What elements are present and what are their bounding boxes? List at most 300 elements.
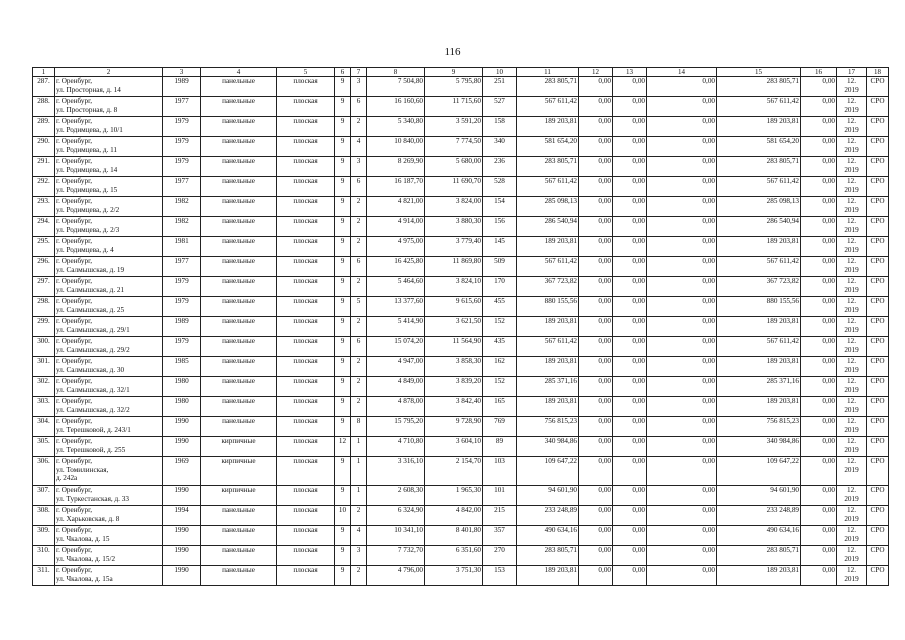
cell-row-number: 290. — [33, 137, 55, 157]
cell-living-area: 5 795,80 — [425, 77, 483, 97]
cell-line: 12. — [847, 526, 856, 535]
cell-owners-funds: 283 805,71 — [717, 77, 801, 97]
cell-wall-material: панельные — [201, 337, 277, 357]
cell-build-year: 1977 — [163, 257, 201, 277]
table-row — [33, 486, 889, 506]
cell-row-number: 295. — [33, 237, 55, 257]
table-row — [33, 217, 889, 237]
cell-owners-funds: 567 611,42 — [717, 97, 801, 117]
cell-build-year: 1990 — [163, 417, 201, 437]
cell-residents: 340 — [483, 137, 517, 157]
cell-residents: 89 — [483, 437, 517, 457]
cell-col-13: 0,00 — [613, 337, 647, 357]
cell-wall-material: кирпичные — [201, 437, 277, 457]
cell-roof-type: плоская — [277, 417, 335, 437]
cell-wall-material: кирпичные — [201, 457, 277, 486]
cell-residents: 103 — [483, 457, 517, 486]
cell-col-13: 0,00 — [613, 297, 647, 317]
column-header: 4 — [201, 68, 277, 77]
cell-address — [55, 217, 163, 237]
cell-entrances: 5 — [351, 297, 367, 317]
cell-address — [55, 457, 163, 486]
cell-col-13: 0,00 — [613, 486, 647, 506]
table-row — [33, 526, 889, 546]
cell-address — [55, 506, 163, 526]
cell-row-number: 292. — [33, 177, 55, 197]
cell-col-12: 0,00 — [579, 217, 613, 237]
cell-line: ул. Терешковой, д. 255 — [56, 445, 126, 454]
cell-owners-funds: 340 984,86 — [717, 437, 801, 457]
cell-line: 2019 — [844, 325, 859, 334]
cell-col-13: 0,00 — [613, 317, 647, 337]
cell-method: СРО — [867, 97, 889, 117]
cell-line: 12. — [847, 337, 856, 346]
cell-col-16: 0,00 — [801, 417, 837, 437]
cell-total-cost: 285 371,16 — [517, 377, 579, 397]
cell-line: г. Оренбург, — [56, 337, 93, 346]
cell-owners-funds: 756 815,23 — [717, 417, 801, 437]
cell-col-16: 0,00 — [801, 337, 837, 357]
cell-floors: 9 — [335, 397, 351, 417]
cell-line: г. Оренбург, — [56, 417, 93, 426]
cell-line: г. Оренбург, — [56, 377, 93, 386]
cell-residents: 145 — [483, 237, 517, 257]
cell-living-area: 3 824,00 — [425, 197, 483, 217]
cell-col-13: 0,00 — [613, 277, 647, 297]
cell-address — [55, 437, 163, 457]
cell-floors: 9 — [335, 157, 351, 177]
cell-residents: 165 — [483, 397, 517, 417]
cell-deadline — [837, 566, 867, 586]
cell-entrances: 8 — [351, 417, 367, 437]
cell-floors: 9 — [335, 217, 351, 237]
cell-line: ул. Родимцева, д. 4 — [56, 245, 114, 254]
cell-owners-funds: 189 203,81 — [717, 397, 801, 417]
table-row — [33, 506, 889, 526]
cell-roof-type: плоская — [277, 357, 335, 377]
cell-line: ул. Просторная, д. 8 — [56, 105, 118, 114]
cell-address — [55, 337, 163, 357]
cell-build-year: 1990 — [163, 437, 201, 457]
cell-line: ул. Салмышская, д. 25 — [56, 305, 125, 314]
cell-owners-funds: 283 805,71 — [717, 546, 801, 566]
cell-col-12: 0,00 — [579, 437, 613, 457]
cell-method: СРО — [867, 337, 889, 357]
cell-floors: 9 — [335, 526, 351, 546]
cell-residents: 455 — [483, 297, 517, 317]
cell-living-area: 9 615,60 — [425, 297, 483, 317]
cell-col-12: 0,00 — [579, 486, 613, 506]
cell-residents: 251 — [483, 77, 517, 97]
cell-total-area: 6 324,90 — [367, 506, 425, 526]
cell-owners-funds: 286 540,94 — [717, 217, 801, 237]
cell-total-cost: 490 634,16 — [517, 526, 579, 546]
cell-row-number: 289. — [33, 117, 55, 137]
cell-line: 12. — [847, 197, 856, 206]
cell-roof-type: плоская — [277, 297, 335, 317]
column-header: 2 — [55, 68, 163, 77]
cell-line: г. Оренбург, — [56, 486, 93, 495]
cell-col-16: 0,00 — [801, 117, 837, 137]
table-row — [33, 337, 889, 357]
table-row — [33, 397, 889, 417]
cell-build-year: 1979 — [163, 117, 201, 137]
column-header: 7 — [351, 68, 367, 77]
column-header: 18 — [867, 68, 889, 77]
cell-col-13: 0,00 — [613, 77, 647, 97]
cell-floors: 9 — [335, 237, 351, 257]
cell-owners-funds: 490 634,16 — [717, 526, 801, 546]
cell-line: г. Оренбург, — [56, 546, 93, 555]
cell-address — [55, 117, 163, 137]
cell-living-area: 3 591,20 — [425, 117, 483, 137]
cell-total-area: 7 732,70 — [367, 546, 425, 566]
cell-wall-material: панельные — [201, 117, 277, 137]
table-row — [33, 317, 889, 337]
cell-col-12: 0,00 — [579, 397, 613, 417]
cell-deadline — [837, 237, 867, 257]
cell-build-year: 1977 — [163, 177, 201, 197]
cell-col-14: 0,00 — [647, 277, 717, 297]
cell-col-12: 0,00 — [579, 566, 613, 586]
cell-entrances: 2 — [351, 217, 367, 237]
cell-entrances: 1 — [351, 457, 367, 486]
cell-col-16: 0,00 — [801, 177, 837, 197]
cell-col-14: 0,00 — [647, 357, 717, 377]
cell-line: 2019 — [844, 225, 859, 234]
cell-line: г. Оренбург, — [56, 137, 93, 146]
cell-address — [55, 237, 163, 257]
column-header: 1 — [33, 68, 55, 77]
cell-row-number: 302. — [33, 377, 55, 397]
cell-roof-type: плоская — [277, 197, 335, 217]
cell-line: 12. — [847, 217, 856, 226]
cell-total-cost: 880 155,56 — [517, 297, 579, 317]
cell-line: г. Оренбург, — [56, 177, 93, 186]
cell-living-area: 3 621,50 — [425, 317, 483, 337]
column-header: 16 — [801, 68, 837, 77]
cell-method: СРО — [867, 137, 889, 157]
cell-col-13: 0,00 — [613, 506, 647, 526]
cell-row-number: 288. — [33, 97, 55, 117]
cell-method: СРО — [867, 566, 889, 586]
cell-line: ул. Чкалова, д. 15 — [56, 534, 110, 543]
cell-floors: 9 — [335, 417, 351, 437]
cell-line: ул. Томилинская, — [56, 465, 109, 474]
page-number: 116 — [444, 46, 461, 58]
cell-roof-type: плоская — [277, 317, 335, 337]
cell-build-year: 1990 — [163, 546, 201, 566]
cell-line: 12. — [847, 377, 856, 386]
cell-col-16: 0,00 — [801, 137, 837, 157]
cell-row-number: 303. — [33, 397, 55, 417]
cell-line: 12. — [847, 357, 856, 366]
cell-address — [55, 317, 163, 337]
cell-deadline — [837, 77, 867, 97]
cell-method: СРО — [867, 457, 889, 486]
cell-address — [55, 297, 163, 317]
table-row — [33, 257, 889, 277]
cell-col-16: 0,00 — [801, 257, 837, 277]
cell-line: ул. Салмышская, д. 29/2 — [56, 345, 130, 354]
cell-col-16: 0,00 — [801, 317, 837, 337]
cell-total-area: 15 074,20 — [367, 337, 425, 357]
cell-total-area: 5 464,60 — [367, 277, 425, 297]
cell-col-12: 0,00 — [579, 137, 613, 157]
cell-method: СРО — [867, 357, 889, 377]
cell-total-area: 5 414,90 — [367, 317, 425, 337]
cell-living-area: 1 965,30 — [425, 486, 483, 506]
cell-line: г. Оренбург, — [56, 277, 93, 286]
cell-entrances: 6 — [351, 337, 367, 357]
cell-total-cost: 285 098,13 — [517, 197, 579, 217]
cell-living-area: 9 728,90 — [425, 417, 483, 437]
cell-col-12: 0,00 — [579, 117, 613, 137]
cell-residents: 527 — [483, 97, 517, 117]
cell-col-12: 0,00 — [579, 277, 613, 297]
column-header: 10 — [483, 68, 517, 77]
cell-total-cost: 286 540,94 — [517, 217, 579, 237]
cell-deadline — [837, 506, 867, 526]
table-row — [33, 137, 889, 157]
cell-build-year: 1994 — [163, 506, 201, 526]
cell-wall-material: панельные — [201, 257, 277, 277]
cell-line: 12. — [847, 177, 856, 186]
cell-roof-type: плоская — [277, 177, 335, 197]
cell-deadline — [837, 277, 867, 297]
cell-floors: 9 — [335, 137, 351, 157]
cell-total-area: 4 947,00 — [367, 357, 425, 377]
cell-col-16: 0,00 — [801, 377, 837, 397]
cell-total-area: 4 975,00 — [367, 237, 425, 257]
cell-deadline — [837, 437, 867, 457]
cell-owners-funds: 367 723,82 — [717, 277, 801, 297]
cell-total-area: 3 316,10 — [367, 457, 425, 486]
cell-line: г. Оренбург, — [56, 317, 93, 326]
cell-build-year: 1989 — [163, 317, 201, 337]
table-row — [33, 377, 889, 397]
cell-col-16: 0,00 — [801, 97, 837, 117]
cell-residents: 509 — [483, 257, 517, 277]
cell-entrances: 6 — [351, 97, 367, 117]
cell-address — [55, 486, 163, 506]
cell-total-cost: 756 815,23 — [517, 417, 579, 437]
cell-wall-material: панельные — [201, 417, 277, 437]
cell-owners-funds: 567 611,42 — [717, 337, 801, 357]
cell-total-area: 4 914,00 — [367, 217, 425, 237]
cell-col-12: 0,00 — [579, 157, 613, 177]
cell-line: 2019 — [844, 285, 859, 294]
column-header: 3 — [163, 68, 201, 77]
cell-address — [55, 357, 163, 377]
cell-method: СРО — [867, 157, 889, 177]
cell-living-area: 6 351,60 — [425, 546, 483, 566]
cell-col-16: 0,00 — [801, 546, 837, 566]
cell-wall-material: панельные — [201, 197, 277, 217]
cell-entrances: 2 — [351, 377, 367, 397]
cell-total-cost: 567 611,42 — [517, 257, 579, 277]
cell-total-cost: 109 647,22 — [517, 457, 579, 486]
cell-row-number: 304. — [33, 417, 55, 437]
cell-living-area: 4 842,00 — [425, 506, 483, 526]
cell-col-14: 0,00 — [647, 566, 717, 586]
cell-line: ул. Родимцева, д. 10/1 — [56, 125, 123, 134]
cell-line: ул. Салмышская, д. 30 — [56, 365, 125, 374]
table-row — [33, 297, 889, 317]
cell-line: г. Оренбург, — [56, 237, 93, 246]
cell-entrances: 4 — [351, 526, 367, 546]
cell-line: 12. — [847, 97, 856, 106]
table-row — [33, 546, 889, 566]
cell-entrances: 6 — [351, 257, 367, 277]
cell-line: 12. — [847, 486, 856, 495]
cell-total-cost: 283 805,71 — [517, 546, 579, 566]
cell-total-area: 4 710,80 — [367, 437, 425, 457]
cell-line: г. Оренбург, — [56, 217, 93, 226]
cell-col-12: 0,00 — [579, 546, 613, 566]
cell-col-14: 0,00 — [647, 97, 717, 117]
cell-col-12: 0,00 — [579, 257, 613, 277]
cell-entrances: 3 — [351, 77, 367, 97]
cell-col-16: 0,00 — [801, 277, 837, 297]
cell-line: 12. — [847, 277, 856, 286]
cell-col-14: 0,00 — [647, 217, 717, 237]
cell-owners-funds: 189 203,81 — [717, 237, 801, 257]
cell-deadline — [837, 526, 867, 546]
cell-build-year: 1982 — [163, 197, 201, 217]
cell-address — [55, 566, 163, 586]
cell-living-area: 8 401,80 — [425, 526, 483, 546]
cell-method: СРО — [867, 486, 889, 506]
cell-col-14: 0,00 — [647, 197, 717, 217]
table-body — [33, 77, 889, 586]
cell-line: 12. — [847, 237, 856, 246]
cell-floors: 9 — [335, 546, 351, 566]
cell-deadline — [837, 197, 867, 217]
table-row — [33, 566, 889, 586]
cell-floors: 9 — [335, 337, 351, 357]
cell-col-13: 0,00 — [613, 97, 647, 117]
cell-col-16: 0,00 — [801, 526, 837, 546]
table-row — [33, 417, 889, 437]
cell-residents: 152 — [483, 377, 517, 397]
cell-build-year: 1985 — [163, 357, 201, 377]
cell-col-13: 0,00 — [613, 117, 647, 137]
cell-row-number: 294. — [33, 217, 55, 237]
cell-line: 2019 — [844, 305, 859, 314]
cell-living-area: 7 774,50 — [425, 137, 483, 157]
cell-wall-material: панельные — [201, 506, 277, 526]
cell-line: 12. — [847, 437, 856, 446]
cell-wall-material: кирпичные — [201, 486, 277, 506]
cell-entrances: 1 — [351, 486, 367, 506]
cell-line: г. Оренбург, — [56, 297, 93, 306]
cell-residents: 215 — [483, 506, 517, 526]
cell-total-cost: 189 203,81 — [517, 566, 579, 586]
cell-residents: 154 — [483, 197, 517, 217]
cell-build-year: 1990 — [163, 486, 201, 506]
cell-address — [55, 546, 163, 566]
cell-living-area: 2 154,70 — [425, 457, 483, 486]
cell-method: СРО — [867, 197, 889, 217]
cell-owners-funds: 189 203,81 — [717, 357, 801, 377]
cell-col-12: 0,00 — [579, 77, 613, 97]
cell-build-year: 1979 — [163, 277, 201, 297]
cell-address — [55, 397, 163, 417]
cell-row-number: 309. — [33, 526, 55, 546]
cell-col-12: 0,00 — [579, 337, 613, 357]
cell-entrances: 2 — [351, 566, 367, 586]
cell-deadline — [837, 97, 867, 117]
cell-deadline — [837, 157, 867, 177]
cell-method: СРО — [867, 77, 889, 97]
cell-total-area: 16 160,60 — [367, 97, 425, 117]
cell-deadline — [837, 317, 867, 337]
cell-total-area: 10 341,10 — [367, 526, 425, 546]
cell-total-area: 4 849,00 — [367, 377, 425, 397]
cell-total-area: 13 377,60 — [367, 297, 425, 317]
cell-floors: 9 — [335, 97, 351, 117]
cell-roof-type: плоская — [277, 526, 335, 546]
cell-residents: 101 — [483, 486, 517, 506]
cell-col-12: 0,00 — [579, 317, 613, 337]
table-row — [33, 457, 889, 486]
cell-deadline — [837, 177, 867, 197]
cell-owners-funds: 233 248,89 — [717, 506, 801, 526]
cell-line: г. Оренбург, — [56, 117, 93, 126]
cell-wall-material: панельные — [201, 217, 277, 237]
cell-line: 12. — [847, 397, 856, 406]
cell-owners-funds: 189 203,81 — [717, 117, 801, 137]
cell-line: ул. Родимцева, д. 2/3 — [56, 225, 120, 234]
cell-col-13: 0,00 — [613, 566, 647, 586]
cell-line: ул. Родимцева, д. 14 — [56, 165, 118, 174]
cell-line: ул. Салмышская, д. 29/1 — [56, 325, 130, 334]
cell-method: СРО — [867, 257, 889, 277]
cell-address — [55, 177, 163, 197]
cell-col-13: 0,00 — [613, 357, 647, 377]
cell-line: 2019 — [844, 494, 859, 503]
cell-living-area: 3 779,40 — [425, 237, 483, 257]
cell-total-area: 16 187,70 — [367, 177, 425, 197]
cell-line: г. Оренбург, — [56, 357, 93, 366]
cell-line: ул. Просторная, д. 14 — [56, 85, 121, 94]
cell-line: 12. — [847, 457, 856, 466]
cell-floors: 9 — [335, 357, 351, 377]
cell-living-area: 11 564,90 — [425, 337, 483, 357]
cell-build-year: 1969 — [163, 457, 201, 486]
cell-col-12: 0,00 — [579, 506, 613, 526]
cell-wall-material: панельные — [201, 237, 277, 257]
cell-line: 2019 — [844, 405, 859, 414]
cell-line: ул. Родимцева, д. 11 — [56, 145, 118, 154]
cell-line: ул. Терешковой, д. 243/1 — [56, 425, 131, 434]
cell-total-cost: 189 203,81 — [517, 357, 579, 377]
cell-row-number: 287. — [33, 77, 55, 97]
cell-line: г. Оренбург, — [56, 77, 93, 86]
cell-entrances: 2 — [351, 197, 367, 217]
cell-col-13: 0,00 — [613, 457, 647, 486]
cell-col-16: 0,00 — [801, 486, 837, 506]
housing-registry-table — [32, 67, 889, 586]
cell-total-area: 2 608,30 — [367, 486, 425, 506]
table-row — [33, 177, 889, 197]
cell-residents: 769 — [483, 417, 517, 437]
table-row — [33, 237, 889, 257]
cell-entrances: 6 — [351, 177, 367, 197]
cell-col-14: 0,00 — [647, 397, 717, 417]
cell-deadline — [837, 337, 867, 357]
